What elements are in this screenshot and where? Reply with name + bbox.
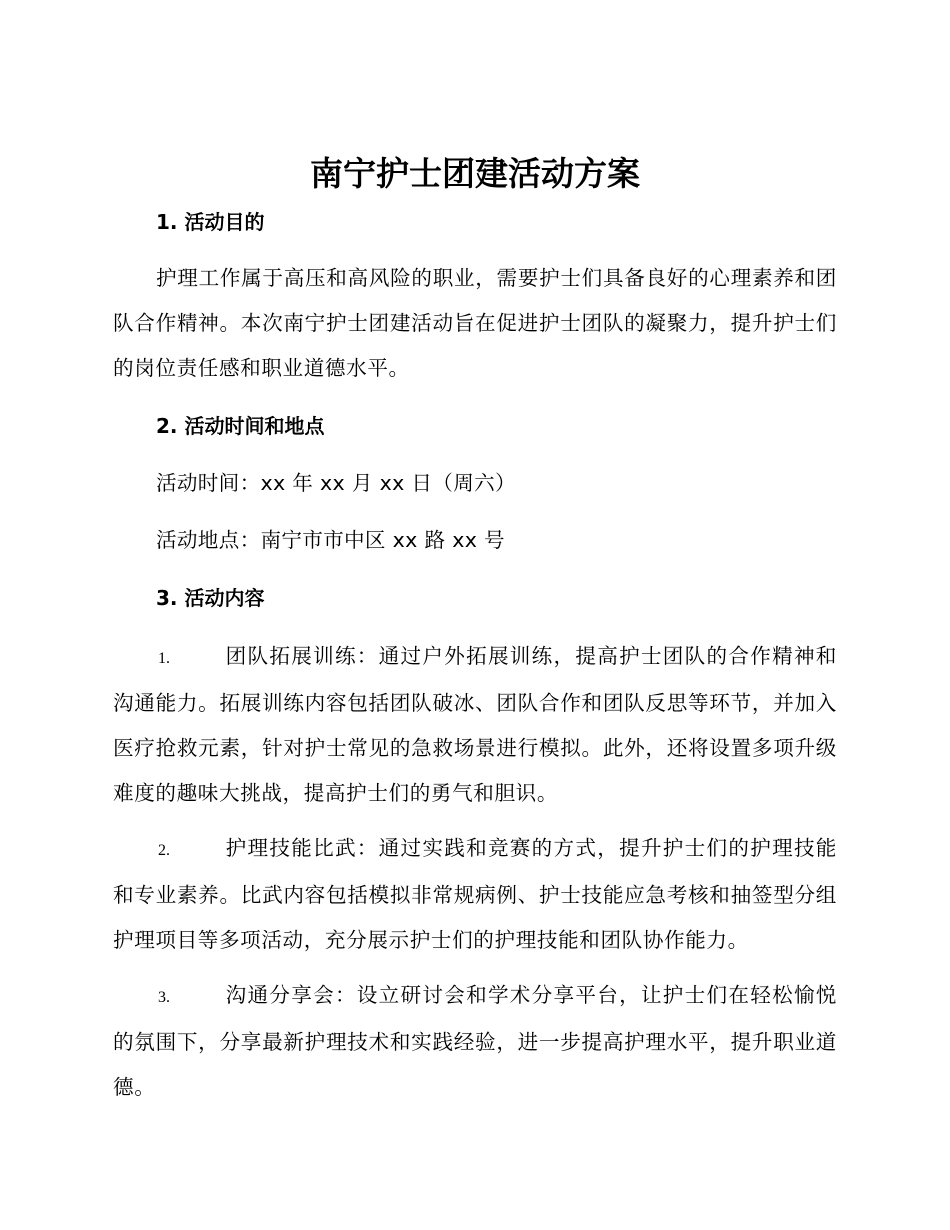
list-item-text: 团队拓展训练：通过户外拓展训练，提高护士团队的合作精神和沟通能力。拓展训练内容包括团队破冰、团队合作和团队反思等环节，并加入医疗抢救元素，针对护士常见的急救场景进行模拟。此外，还将设置多项升级难度的趣味大挑战，提高护士们的勇气和胆识。 [113, 644, 837, 805]
section-heading-content: 3. 活动内容 [156, 586, 265, 610]
activity-time-line: 活动时间：xx 年 xx 月 xx 日（周六） [156, 471, 516, 495]
document-title: 南宁护士团建活动方案 [310, 154, 640, 193]
activity-place-line: 活动地点：南宁市市中区 xx 路 xx 号 [156, 528, 505, 552]
section-heading-time-place: 2. 活动时间和地点 [156, 414, 325, 438]
list-item-number: 2 . [113, 828, 225, 873]
content-list-item [113, 634, 837, 816]
list-item-text: 护理技能比武：通过实践和竞赛的方式，提升护士们的护理技能和专业素养。比武内容包括模拟非常规病例、护士技能应急考核和抽签型分组护理项目等多项活动，充分展示护士们的护理技能和团队协作能力。 [113, 836, 837, 952]
content-list-item [113, 826, 837, 963]
purpose-paragraph: 护理工作属于高压和高风险的职业，需要护士们具备良好的心理素养和团队合作精神。本次南宁护士团建活动旨在促进护士团队的凝聚力，提升护士们的岗位责任感和职业道德水平。 [113, 266, 837, 380]
list-item-number: 3 . [113, 975, 225, 1020]
list-item-number: 1 . [113, 636, 225, 681]
section-heading-purpose: 1. 活动目的 [156, 210, 265, 234]
content-list-item [113, 973, 837, 1110]
list-item-text: 沟通分享会：设立研讨会和学术分享平台，让护士们在轻松愉悦的氛围下，分享最新护理技术和实践经验，进一步提高护理水平，提升职业道德。 [113, 983, 837, 1099]
